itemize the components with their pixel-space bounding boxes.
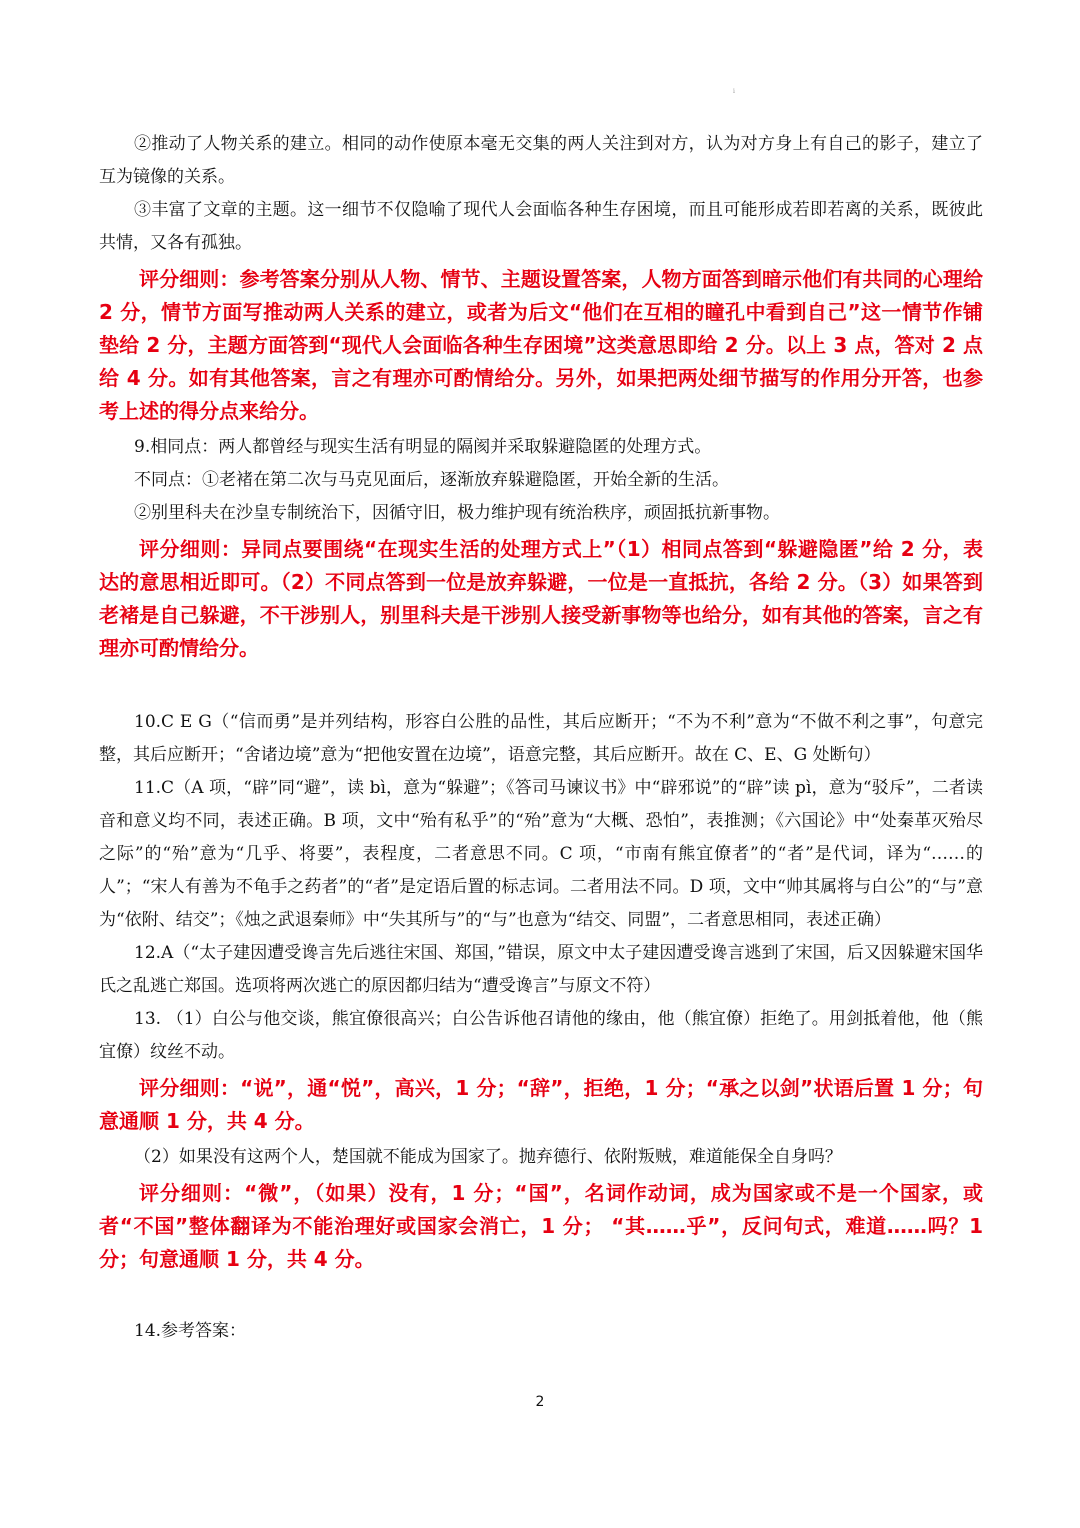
scoring-rule: 评分细则：参考答案分别从人物、情节、主题设置答案，人物方面答到暗示他们有共同的心理给 2 分，情节方面写推动两人关系的建立，或者为后文“他们在互相的瞳孔中看到自己”这一情节作铺垫给 2 分，主题方面答到“现代人会面临各种生存困境”这类意思即给 2 分。以上 3 点，答对 2 点给 4 分。如有其他答案，言之有理亦可酌情给分。另外，如果把两处细节描写的作用分开答，也参考上述的得分点来给分。: [99, 267, 983, 423]
spacer: [99, 1279, 983, 1315]
top-mark: i: [733, 88, 735, 95]
scoring-rule: 评分细则：异同点要围绕“在现实生活的处理方式上”（1）相同点答到“躲避隐匿”给 2 分，表达的意思相近即可。（2）不同点答到一位是放弃躲避，一位是一直抵抗，各给 2 分。（3）如果答到老褚是自己躲避，不干涉别人，别里科夫是干涉别人接受新事物等也给分，如有其他的答案，言之有理亦可酌情给分。: [99, 537, 983, 660]
answer-paragraph: 14.参考答案：: [134, 1321, 247, 1341]
scoring-rule: 评分细则：“微”，（如果）没有，1 分；“国”，名词作动词，成为国家或不是一个国家，或者“不国”整体翻译为不能治理好或国家会消亡，1 分； “其……乎”，反问句式，难道……吗？1 分；句意通顺 1 分，共 4 分。: [99, 1181, 983, 1271]
answer-paragraph: 9.相同点：两人都曾经与现实生活有明显的隔阂并采取躲避隐匿的处理方式。: [134, 437, 712, 457]
answer-paragraph: ③丰富了文章的主题。这一细节不仅隐喻了现代人会面临各种生存困境，而且可能形成若即若离的关系，既彼此共情，又各有孤独。: [99, 200, 983, 253]
answer-paragraph: ②推动了人物关系的建立。相同的动作使原本毫无交集的两人关注到对方，认为对方身上有自己的影子，建立了互为镜像的关系。: [99, 134, 983, 187]
answer-paragraph: 11.C（A 项，“辟”同“避”，读 bì，意为“躲避”；《答司马谏议书》中“辟邪说”的“辟”读 pì，意为“驳斥”，二者读音和意义均不同，表述正确。B 项，文中“殆有私乎”的“殆”意为“大概、恐怕”，表推测；《六国论》中“处秦革灭殆尽之际”的“殆”意为“几乎、将要”，表程度，二者意思不同。C 项，“市南有熊宜僚者”的“者”是代词，译为“……的人”；“宋人有善为不龟手之药者”的“者”是定语后置的标志词。二者用法不同。D 项，文中“帅其属将与白公”的“与”意为“依附、结交”；《烛之武退秦师》中“失其所与”的“与”也意为“结交、同盟”，二者意思相同，表述正确）: [99, 778, 983, 930]
content-body: [99, 128, 983, 1348]
answer-paragraph: （2）如果没有这两个人，楚国就不能成为国家了。抛弃德行、依附叛贼，难道能保全自身吗？: [134, 1147, 842, 1167]
answer-paragraph: ②别里科夫在沙皇专制统治下，因循守旧，极力维护现有统治秩序，顽固抵抗新事物。: [134, 503, 780, 523]
answer-paragraph: 13. （1）白公与他交谈，熊宜僚很高兴；白公告诉他召请他的缘由，他（熊宜僚）拒绝了。用剑抵着他，他（熊宜僚）纹丝不动。: [99, 1009, 983, 1062]
spacer: [99, 668, 983, 706]
page-number: 2: [535, 1394, 545, 1410]
answer-paragraph: 10.C E G（“信而勇”是并列结构，形容白公胜的品性，其后应断开；“不为不利”意为“不做不利之事”，句意完整，其后应断开；“舍诸边境”意为“把他安置在边境”，语意完整，其后应断开。故在 C、E、G 处断句）: [99, 712, 983, 765]
scoring-rule: 评分细则：“说”，通“悦”，高兴，1 分；“辞”，拒绝，1 分；“承之以剑”状语后置 1 分；句意通顺 1 分，共 4 分。: [99, 1076, 983, 1133]
answer-paragraph: 不同点：①老褚在第二次与马克见面后，逐渐放弃躲避隐匿，开始全新的生活。: [134, 470, 729, 490]
answer-paragraph: 12.A（“太子建因遭受谗言先后逃往宋国、郑国，”错误，原文中太子建因遭受谗言逃到了宋国，后又因躲避宋国华氏之乱逃亡郑国。选项将两次逃亡的原因都归结为“遭受谗言”与原文不符）: [99, 943, 983, 996]
